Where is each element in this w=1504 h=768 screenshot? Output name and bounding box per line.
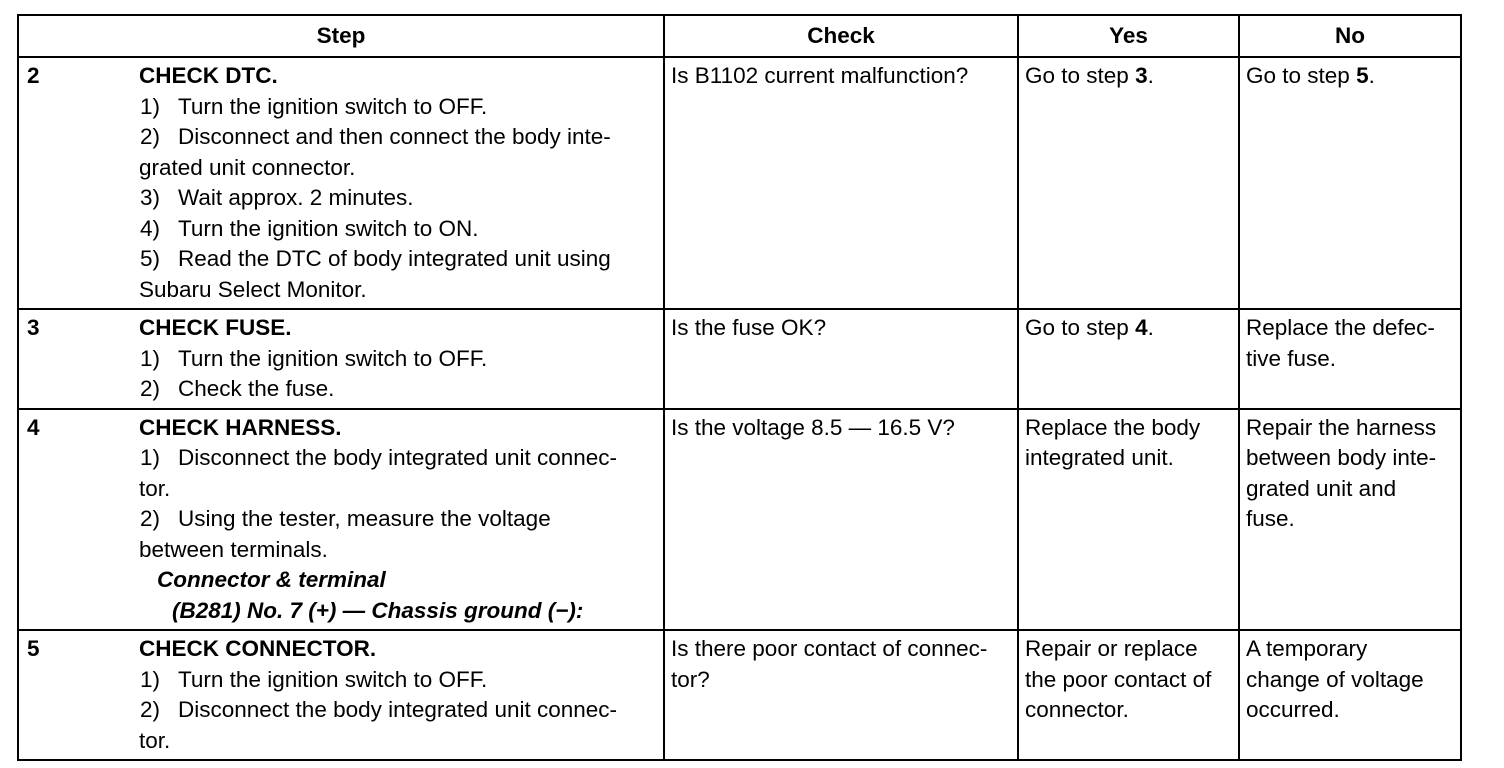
substep: 4) Turn the ignition switch to ON.	[140, 215, 479, 241]
substep: 3) Wait approx. 2 minutes.	[140, 185, 414, 210]
diagnosis-table	[17, 14, 1462, 761]
substep: 2) Using the tester, measure the voltage	[140, 506, 551, 531]
substep: 2) Disconnect and then connect the body inte-	[140, 124, 611, 149]
step-cell	[18, 409, 664, 631]
step-cell	[18, 309, 664, 409]
step-number: 3	[27, 315, 40, 340]
substep-continuation: tor.	[139, 727, 171, 753]
yes-cell: Go to step 3.	[1018, 57, 1239, 309]
header-row	[18, 15, 1461, 57]
header-yes: Yes	[1018, 15, 1239, 57]
substep-continuation: grated unit connector.	[139, 154, 356, 180]
step-number: 2	[27, 63, 40, 88]
no-cell: Replace the defec- tive fuse.	[1239, 309, 1461, 409]
substep: 1) Turn the ignition switch to OFF.	[140, 666, 488, 692]
header-check: Check	[664, 15, 1018, 57]
step-title: CHECK DTC.	[139, 63, 278, 88]
header-no: No	[1239, 15, 1461, 57]
substep: 1) Turn the ignition switch to OFF.	[140, 345, 488, 371]
substep: 2) Disconnect the body integrated unit connec-	[140, 697, 618, 722]
step-title: CHECK CONNECTOR.	[139, 636, 377, 661]
table-row-step-4	[18, 409, 1461, 631]
check-cell: Is B1102 current malfunction?	[664, 57, 1018, 309]
substep-continuation: Subaru Select Monitor.	[139, 276, 367, 302]
step-title: CHECK FUSE.	[139, 315, 292, 340]
yes-cell: Repair or replace the poor contact of connector.	[1018, 630, 1239, 760]
check-cell: Is the fuse OK?	[664, 309, 1018, 409]
step-number: 4	[27, 414, 40, 440]
substep: 1) Turn the ignition switch to OFF.	[140, 93, 488, 119]
connector-terminal-title: Connector & terminal	[157, 567, 386, 592]
substep-continuation: between terminals.	[139, 536, 328, 562]
table-row-step-2	[18, 57, 1461, 309]
substep: 1) Disconnect the body integrated unit connec-	[140, 445, 618, 470]
check-cell: Is there poor contact of connec- tor?	[664, 630, 1018, 760]
step-number: 5	[27, 636, 40, 661]
yes-cell: Replace the body integrated unit.	[1018, 409, 1239, 631]
step-title: CHECK HARNESS.	[139, 414, 342, 440]
substep-continuation: tor.	[139, 475, 171, 501]
header-step: Step	[18, 15, 664, 57]
step-cell	[18, 57, 664, 309]
table-row-step-3	[18, 309, 1461, 409]
check-cell: Is the voltage 8.5 — 16.5 V?	[664, 409, 1018, 631]
table-row-step-5	[18, 630, 1461, 760]
substep: 5) Read the DTC of body integrated unit using	[140, 246, 611, 271]
step-cell	[18, 630, 664, 760]
yes-cell: Go to step 4.	[1018, 309, 1239, 409]
no-cell: Repair the harness between body inte- grated unit and fuse.	[1239, 409, 1461, 631]
no-cell: A temporary change of voltage occurred.	[1239, 630, 1461, 760]
no-cell: Go to step 5.	[1239, 57, 1461, 309]
substep: 2) Check the fuse.	[140, 376, 335, 401]
connector-terminal-spec: (B281) No. 7 (+) — Chassis ground (−):	[172, 597, 584, 623]
